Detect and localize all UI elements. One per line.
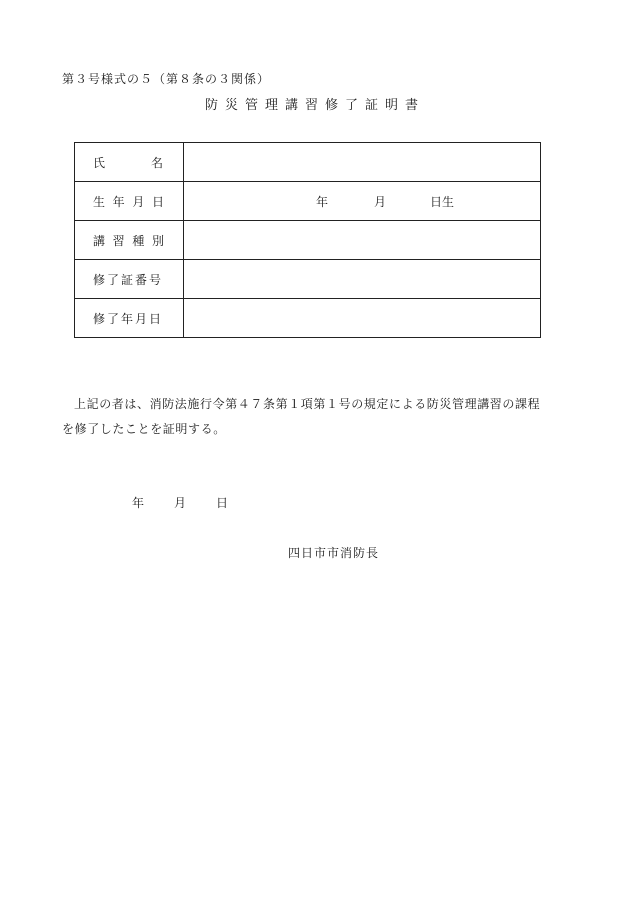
birthdate-label: 生 年 月 日 — [93, 194, 164, 209]
table-row-course-type — [75, 221, 541, 260]
name-label: 氏 名 — [93, 155, 163, 170]
birth-year-unit: 年 — [316, 195, 329, 209]
issue-date-year: 年 — [132, 496, 145, 510]
course-type-label-cell — [75, 221, 184, 260]
completion-date-label: 修了年月日 — [93, 311, 164, 326]
table-row-completion-date — [75, 299, 541, 338]
name-label-cell — [75, 143, 184, 182]
certificate-table — [74, 142, 541, 338]
course-type-value-cell[interactable] — [184, 221, 541, 260]
form-reference: 第３号様式の５（第８条の３関係） — [62, 72, 271, 86]
name-value-cell[interactable] — [184, 143, 541, 182]
statement-line-2: を修了したことを証明する。 — [62, 422, 226, 436]
birthdate-value-cell[interactable] — [184, 182, 541, 221]
birth-month-unit: 月 — [374, 195, 387, 209]
certificate-number-value-cell[interactable] — [184, 260, 541, 299]
certificate-number-label-cell — [75, 260, 184, 299]
table-row-birthdate — [75, 182, 541, 221]
completion-date-label-cell — [75, 299, 184, 338]
certification-statement — [62, 392, 582, 442]
issuer-name: 四日市市消防長 — [288, 546, 380, 560]
table-row-name — [75, 143, 541, 182]
birthdate-label-cell — [75, 182, 184, 221]
statement-line-1: 上記の者は、消防法施行令第４７条第１項第１号の規定による防災管理講習の課程 — [74, 397, 541, 411]
certificate-number-label: 修了証番号 — [93, 272, 164, 287]
completion-date-value-cell[interactable] — [184, 299, 541, 338]
table-row-certificate-number — [75, 260, 541, 299]
issue-date-day: 日 — [216, 496, 229, 510]
birth-day-unit: 日生 — [430, 195, 455, 209]
document-title: 防災管理講習修了証明書 — [204, 98, 425, 113]
issue-date-month: 月 — [174, 496, 187, 510]
course-type-label: 講 習 種 別 — [93, 233, 164, 248]
